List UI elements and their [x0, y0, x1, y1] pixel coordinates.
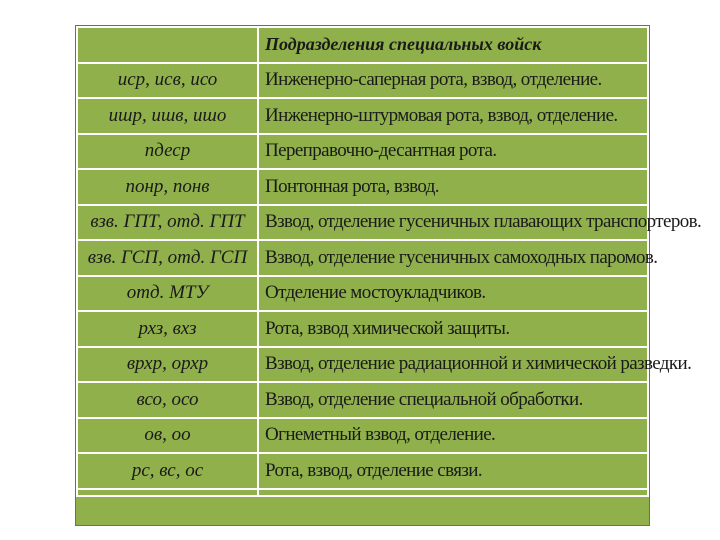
unit-abbreviation: взв. ГСП, отд. ГСП [77, 240, 258, 276]
table-row [77, 134, 648, 170]
unit-description: Инженерно-штурмовая рота, взвод, отделение. [258, 98, 648, 134]
table-row [77, 240, 648, 276]
unit-abbreviation: взв. ГПТ, отд. ГПТ [77, 205, 258, 241]
unit-description: Рота, взвод, отделение связи. [258, 453, 648, 489]
units-table [76, 26, 702, 525]
unit-abbreviation: врхр, орхр [77, 347, 258, 383]
table-footer-strip [76, 495, 649, 525]
unit-description: Взвод, отделение гусеничных плавающих транспортеров. [258, 205, 648, 241]
unit-abbreviation: ов, оо [77, 418, 258, 454]
unit-description: Инженерно-саперная рота, взвод, отделение. [258, 63, 648, 99]
unit-abbreviation: понр, понв [77, 169, 258, 205]
table-row [77, 418, 648, 454]
unit-description: Взвод, отделение специальной обработки. [258, 382, 648, 418]
table-row [77, 453, 648, 489]
unit-description: Огнеметный взвод, отделение. [258, 418, 648, 454]
unit-description: Взвод, отделение гусеничных самоходных паромов. [258, 240, 648, 276]
special-troops-table [75, 25, 702, 526]
unit-description: Отделение мостоукладчиков. [258, 276, 648, 312]
unit-description: Рота, взвод химической защиты. [258, 311, 648, 347]
header-abbr-cell [77, 27, 258, 63]
unit-abbreviation: отд. МТУ [77, 276, 258, 312]
unit-abbreviation: пдеср [77, 134, 258, 170]
unit-description: Понтонная рота, взвод. [258, 169, 648, 205]
table-row [77, 63, 648, 99]
unit-abbreviation: иср, исв, исо [77, 63, 258, 99]
table-row [77, 98, 648, 134]
unit-abbreviation: рхз, вхз [77, 311, 258, 347]
unit-abbreviation: всо, осо [77, 382, 258, 418]
table-row [77, 205, 648, 241]
table-header-row [77, 27, 648, 63]
table-row [77, 347, 648, 383]
header-title: Подразделения специальных войск [258, 27, 648, 63]
table-row [77, 382, 648, 418]
table-row [77, 276, 648, 312]
unit-abbreviation: рс, вс, ос [77, 453, 258, 489]
table-row [77, 311, 648, 347]
unit-abbreviation: ишр, ишв, ишо [77, 98, 258, 134]
unit-description: Взвод, отделение радиационной и химической разведки. [258, 347, 648, 383]
unit-description: Переправочно-десантная рота. [258, 134, 648, 170]
table-row [77, 169, 648, 205]
